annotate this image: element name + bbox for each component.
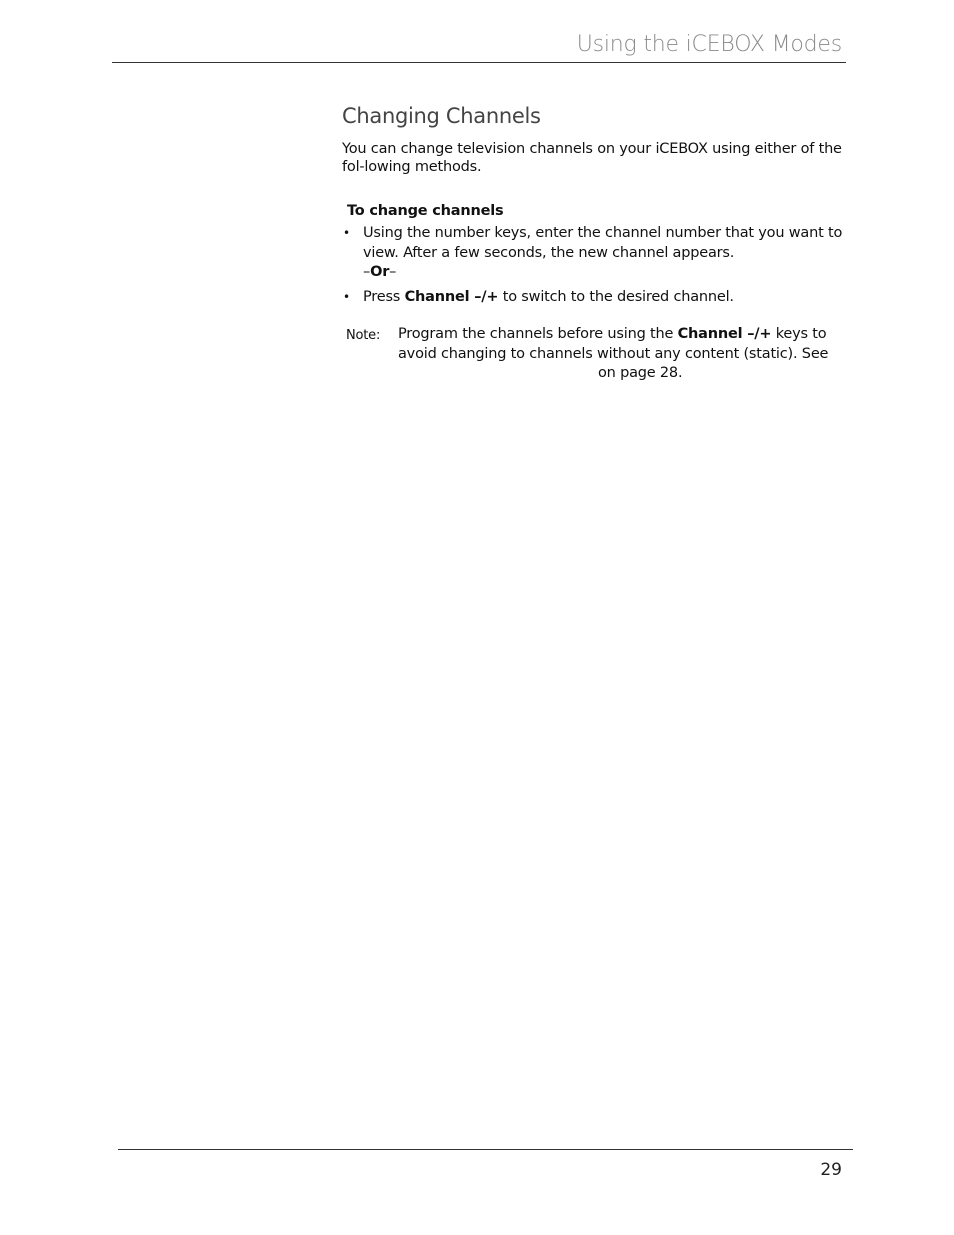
header-rule	[112, 62, 846, 63]
or-suffix: –	[389, 264, 397, 280]
step2-prefix: Press	[363, 288, 405, 305]
note-text-before: Program the channels before using the	[398, 326, 678, 342]
note-cross-reference: on page 28.	[598, 365, 683, 381]
running-header-title: Using the iCEBOX Modes	[576, 32, 842, 57]
procedure-heading: To change channels	[347, 203, 504, 219]
page-content	[342, 104, 848, 384]
bullet-icon: •	[343, 289, 350, 304]
note-key: Channel –/+	[677, 326, 772, 342]
page-number: 29	[820, 1160, 842, 1180]
note-label: Note:	[346, 328, 381, 343]
note-block	[346, 325, 848, 384]
step2-key: Channel –/+	[404, 288, 499, 305]
list-item	[342, 224, 848, 283]
or-label: Or	[370, 264, 390, 280]
note-text-after: keys to avoid changing to channels without any content (static). See	[398, 326, 829, 362]
footer-rule	[118, 1149, 853, 1150]
step2-suffix: to switch to the desired channel.	[498, 288, 734, 305]
intro-paragraph: You can change television channels on your iCEBOX using either of the fol-lowing methods.	[342, 141, 842, 175]
bullet-icon: •	[343, 226, 350, 240]
step1-text: Using the number keys, enter the channel number that you want to view. After a few seconds, the new channel appears.	[363, 225, 843, 261]
section-title: Changing Channels	[342, 104, 541, 128]
or-separator	[363, 263, 848, 283]
or-prefix: –	[363, 264, 371, 280]
list-item	[342, 288, 848, 308]
